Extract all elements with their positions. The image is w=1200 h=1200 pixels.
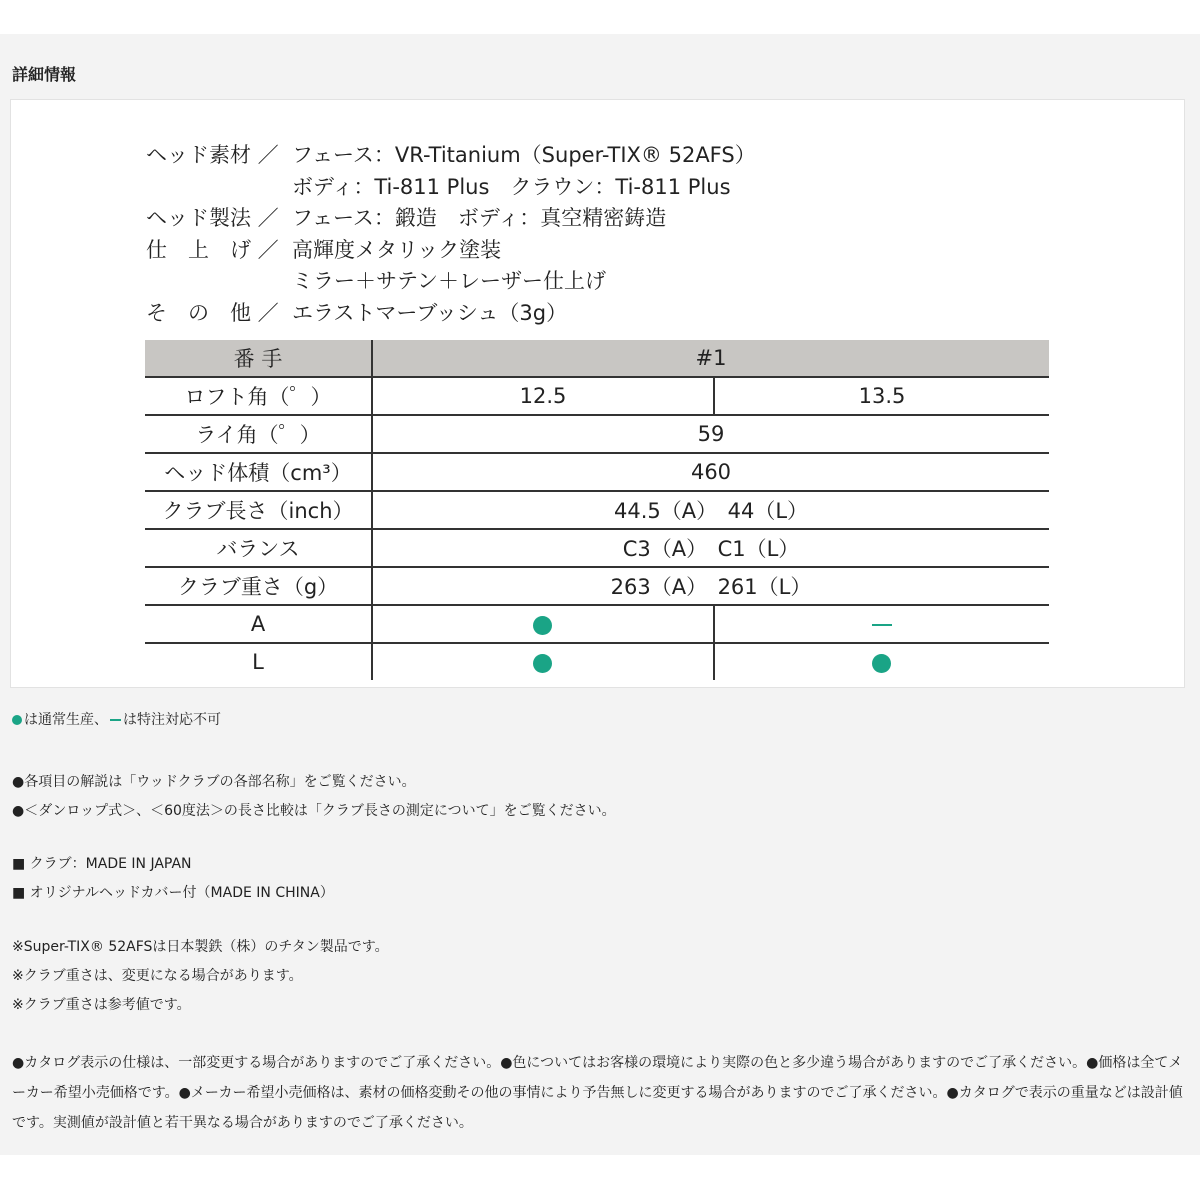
- table-row: [145, 415, 1049, 453]
- legend-dot-text: は通常生産、: [24, 712, 108, 728]
- header-label: 番 手: [145, 340, 372, 377]
- available-dot-icon: [533, 654, 552, 673]
- cell-length: 44.5（A） 44（L）: [372, 491, 1049, 529]
- note-parts: ●各項目の解説は「ウッドクラブの各部名称」をご覧ください。: [12, 774, 416, 790]
- catalog-disclaimer: ●カタログ表示の仕様は、一部変更する場合がありますのでご了承ください。●色についてはお客様の環境により実際の色と多少違う場合がありますのでご了承ください。●価格は全てメーカー希望小売価格です。●メーカー希望小売価格は、素材の価格変動その他の事情により予告無しに変更する場合がありますのでご了承ください。●カタログで表示の重量などは設計値です。実測値が設計値と若干異なる場合がありますのでご了承ください。: [12, 1055, 1183, 1131]
- spec-row-finish-2: [146, 266, 756, 298]
- spec-val-finish: 高輝度メタリック塗装: [292, 237, 502, 262]
- table-row: [145, 377, 1049, 415]
- table-row: [145, 567, 1049, 605]
- section-title: 詳細情報: [12, 65, 77, 84]
- cell-a-1: [372, 605, 714, 643]
- spec-table: [145, 340, 1049, 680]
- cell-loft-b: 13.5: [714, 377, 1049, 415]
- spec-key-method: ヘッド製法 ／: [146, 206, 279, 230]
- spec-val-finish-2: ミラー＋サテン＋レーザー仕上げ: [292, 269, 606, 293]
- spec-val-other: エラストマーブッシュ（3g）: [292, 300, 568, 325]
- table-row: [145, 605, 1049, 643]
- row-label-length: クラブ長さ（inch）: [145, 491, 372, 529]
- table-row: [145, 453, 1049, 491]
- table-row: [145, 491, 1049, 529]
- table-row: [145, 643, 1049, 680]
- cell-loft-a: 12.5: [372, 377, 714, 415]
- legend-dash-text: は特注対応不可: [123, 712, 221, 728]
- origin-headcover: ■ オリジナルヘッドカバー付（MADE IN CHINA）: [12, 885, 334, 901]
- remark-titanium: ※Super-TIX® 52AFSは日本製鉄（株）のチタン製品です。: [12, 939, 389, 955]
- spec-val-method: フェース：鍛造 ボディ：真空精密鋳造: [292, 206, 667, 230]
- origin-club: ■ クラブ：MADE IN JAPAN: [12, 856, 192, 872]
- spec-row-other: [146, 298, 756, 330]
- table-row: [145, 529, 1049, 567]
- spec-val-material-face: フェース：VR-Titanium（Super-TIX® 52AFS）: [292, 143, 756, 167]
- spec-key-finish: 仕 上 げ ／: [146, 237, 279, 262]
- cell-lie: 59: [372, 415, 1049, 453]
- spec-lines: [146, 140, 756, 329]
- row-label-weight: クラブ重さ（g）: [145, 567, 372, 605]
- cell-balance: C3（A） C1（L）: [372, 529, 1049, 567]
- legend-dash-icon: [110, 719, 121, 721]
- row-label-volume: ヘッド体積（cm³）: [145, 453, 372, 491]
- row-label-lie: ライ角（゜）: [145, 415, 372, 453]
- row-label-balance: バランス: [145, 529, 372, 567]
- remark-weight-change: ※クラブ重さは、変更になる場合があります。: [12, 968, 303, 984]
- cell-weight: 263（A） 261（L）: [372, 567, 1049, 605]
- available-dot-icon: [533, 616, 552, 635]
- cell-a-2: [714, 605, 1049, 643]
- spec-row-material-2: [146, 172, 756, 204]
- row-label-a: A: [145, 605, 372, 643]
- cell-l-1: [372, 643, 714, 680]
- spec-key-material: ヘッド素材 ／: [146, 143, 279, 167]
- available-dot-icon: [872, 654, 891, 673]
- cell-l-2: [714, 643, 1049, 680]
- legend-dot-icon: [12, 715, 22, 725]
- cell-volume: 460: [372, 453, 1049, 491]
- legend: [12, 709, 221, 729]
- row-label-l: L: [145, 643, 372, 680]
- remark-weight-reference: ※クラブ重さは参考値です。: [12, 997, 191, 1013]
- row-label-loft: ロフト角（゜）: [145, 377, 372, 415]
- spec-row-method: [146, 203, 756, 235]
- spec-row-finish: [146, 235, 756, 267]
- table-header-row: [145, 340, 1049, 377]
- note-length: ●＜ダンロップ式＞、＜60度法＞の長さ比較は「クラブ長さの測定について」をご覧ください。: [12, 803, 616, 819]
- spec-key-other: そ の 他 ／: [146, 300, 279, 325]
- spec-row-material: [146, 140, 756, 172]
- header-value: #1: [372, 340, 1049, 377]
- unavailable-dash-icon: [872, 624, 892, 626]
- spec-val-material-body: ボディ：Ti-811 Plus クラウン：Ti-811 Plus: [292, 174, 731, 199]
